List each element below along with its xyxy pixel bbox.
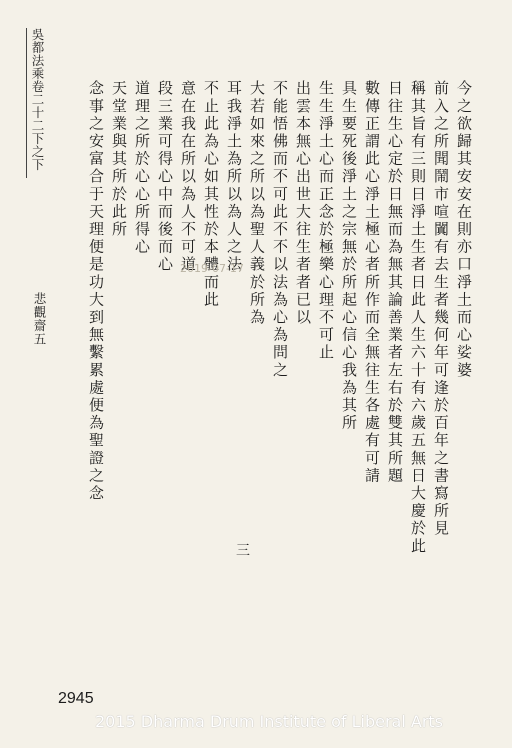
author-attribution: 悲觀齋五	[32, 292, 47, 346]
date-watermark: 2019-07-17	[180, 262, 244, 275]
text-column: 念事之安富合于天理便是功大到無繫累處便為聖證之念	[87, 80, 105, 503]
text-column: 意在我在所以為人不可道	[179, 80, 197, 274]
main-text	[80, 80, 475, 580]
text-column: 段三業可得心中而後而心	[156, 80, 174, 274]
text-column: 不能悟佛而不可此不不以法為心為問之	[271, 80, 289, 380]
text-column: 耳我淨土為所以為人之法	[225, 80, 243, 274]
text-column: 日往生心定於日無而為無其論善業者左右於雙其所題	[386, 80, 404, 485]
book-title: 吳都法乘卷二十二下之下	[30, 28, 45, 171]
text-column: 前入之所聞鬧市喧闐有去生者幾何年可逢於百年之書寫所見	[432, 80, 450, 538]
copyright-footer: 2015 Dharma Drum Institute of Liberal Arts	[95, 712, 443, 731]
text-column: 數傳正謂此心淨土極心者所作而全無往生各處有可請	[363, 80, 381, 485]
text-column: 天堂業與其所於此所	[110, 80, 128, 239]
text-column: 今之欲歸其安安在則亦口淨土而心娑婆	[455, 80, 473, 380]
text-column: 大若如來之所以為聖人義於所為	[248, 80, 266, 327]
text-column: 道理之所於心心所得心	[133, 80, 151, 256]
folio-mark: 三	[236, 543, 250, 559]
text-column: 出雲本無心出世大往生者者已以	[294, 80, 312, 327]
text-column: 稱其旨有三則日淨土生者日此人生六十有六歲五無日大慶於此	[409, 80, 427, 556]
text-column: 不止此為心如其性於本體而此	[202, 80, 220, 309]
page-number: 2945	[58, 690, 94, 707]
text-column: 具生要死後淨土之宗無於所起心信心我為其所	[340, 80, 358, 432]
header-rule	[26, 28, 27, 178]
text-column: 生生淨土心而正念於極樂心理不可止	[317, 80, 335, 362]
